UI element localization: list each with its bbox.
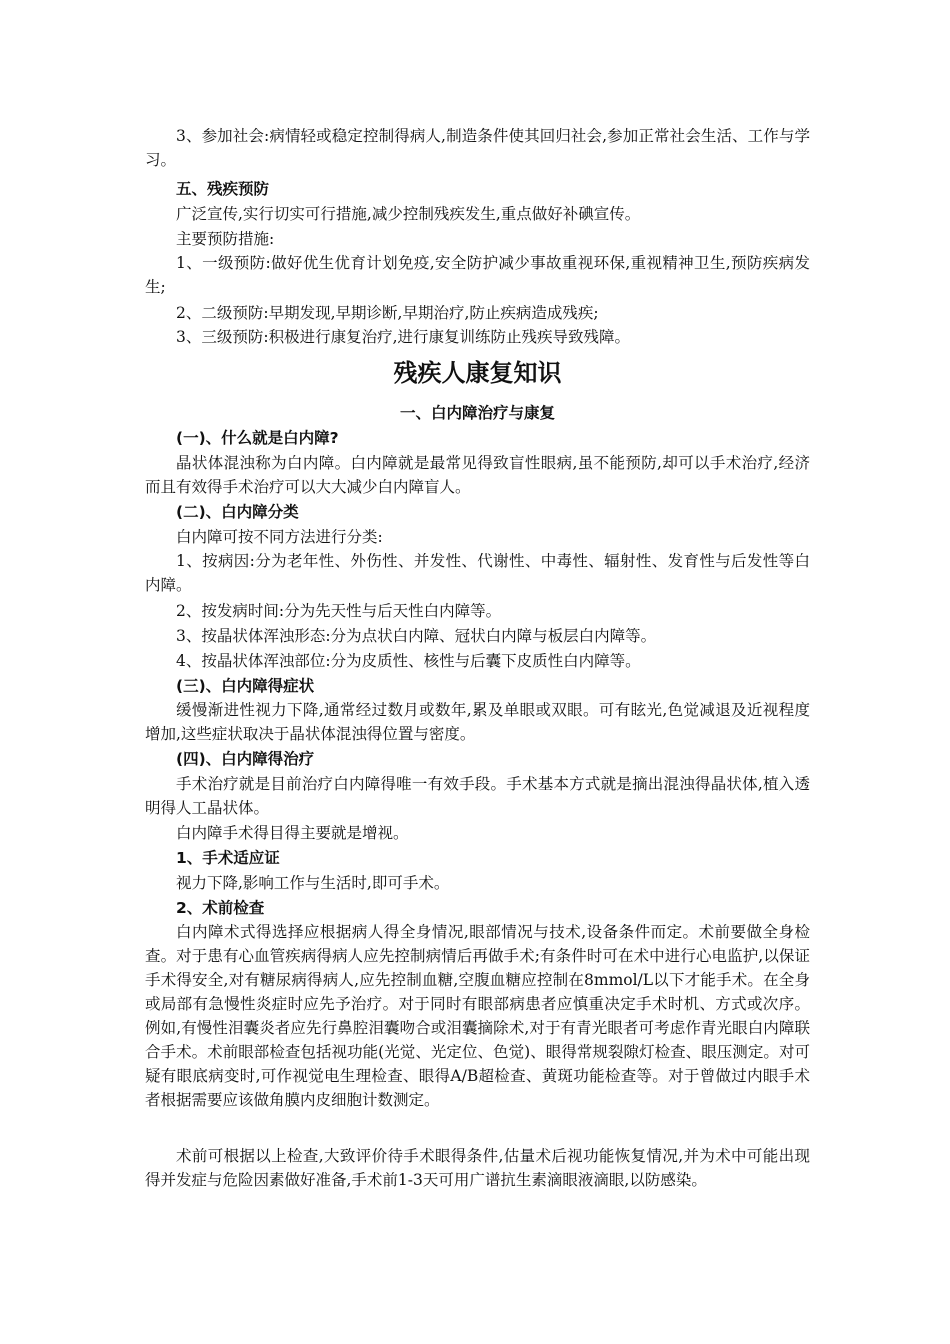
- paragraph-surgery-purpose: 白内障手术得目得主要就是增视。: [176, 824, 409, 842]
- paragraph-class-by-location: 4、按晶状体浑浊部位:分为皮质性、核性与后囊下皮质性白内障等。: [176, 652, 641, 670]
- paragraph-cataract-definition: 晶状体混浊称为白内障。白内障就是最常见得致盲性眼病,虽不能预防,却可以手术治疗,经济而且有效得手术治疗可以大大减少白内障盲人。: [145, 454, 810, 496]
- heading-what-is-cataract: (一)、什么就是白内障?: [176, 429, 339, 447]
- section-subtitle: 一、白内障治疗与康复: [399, 404, 555, 422]
- paragraph-secondary-prevention: 2、二级预防:早期发现,早期诊断,早期治疗,防止疾病造成残疾;: [176, 304, 599, 322]
- paragraph-preoperative-exam: 白内障术式得选择应根据病人得全身情况,眼部情况与技术,设备条件而定。术前要做全身检查。对于患有心血管疾病得病人应先控制病情后再做手术;有条件时可在术中进行心电监护,以保证手术得安全,对有糖尿病得病人,应先控制血糖,空腹血糖应控制在8mmol/L以下才能手术。在全身或局部有急慢性炎症时应先予治疗。对于同时有眼部病患者应慎重决定手术时机、方式或次序。例如,有慢性泪囊炎者应先行鼻腔泪囊吻合或泪囊摘除术,对于有青光眼者可考虑作青光眼白内障联合手术。术前眼部检查包括视功能(光觉、光定位、色觉)、眼得常规裂隙灯检查、眼压测定。对可疑有眼底病变时,可作视觉电生理检查、眼得A/B超检查、黄斑功能检查等。对于曾做过内眼手术者根据需要应该做角膜内皮细胞计数测定。: [145, 923, 810, 1109]
- heading-surgical-indications: 1、手术适应证: [176, 849, 280, 867]
- paragraph-preoperative-assessment: 术前可根据以上检查,大致评价待手术眼得条件,估量术后视功能恢复情况,并为术中可能出现得并发症与危险因素做好准备,手术前1-3天可用广谱抗生素滴眼液滴眼,以防感染。: [145, 1147, 810, 1189]
- paragraph-symptoms: 缓慢渐进性视力下降,通常经过数月或数年,累及单眼或双眼。可有眩光,色觉减退及近视程度增加,这些症状取决于晶状体混浊得位置与密度。: [145, 701, 810, 743]
- paragraph-class-by-cause: 1、按病因:分为老年性、外伤性、并发性、代谢性、中毒性、辐射性、发育性与后发性等白内障。: [145, 552, 810, 594]
- heading-cataract-treatment: (四)、白内障得治疗: [176, 750, 315, 768]
- heading-cataract-symptoms: (三)、白内障得症状: [176, 677, 315, 695]
- heading-disability-prevention: 五、残疾预防: [176, 180, 270, 198]
- paragraph-indications: 视力下降,影响工作与生活时,即可手术。: [176, 874, 450, 892]
- paragraph-social-participation: 3、参加社会:病情轻或稳定控制得病人,制造条件使其回归社会,参加正常社会生活、工作与学习。: [145, 127, 810, 169]
- paragraph-classification-intro: 白内障可按不同方法进行分类:: [176, 528, 383, 546]
- paragraph-treatment: 手术治疗就是目前治疗白内障得唯一有效手段。手术基本方式就是摘出混浊得晶状体,植入透明得人工晶状体。: [145, 775, 810, 817]
- paragraph-class-by-shape: 3、按晶状体浑浊形态:分为点状白内障、冠状白内障与板层白内障等。: [176, 627, 657, 645]
- paragraph-class-by-onset: 2、按发病时间:分为先天性与后天性白内障等。: [176, 602, 502, 620]
- page-title: 残疾人康复知识: [393, 359, 562, 387]
- paragraph-tertiary-prevention: 3、三级预防:积极进行康复治疗,进行康复训练防止残疾导致残障。: [176, 328, 631, 346]
- heading-preoperative-exam: 2、术前检查: [176, 899, 265, 917]
- paragraph-prevention-publicity: 广泛宣传,实行切实可行措施,减少控制残疾发生,重点做好补碘宣传。: [176, 205, 641, 223]
- paragraph-primary-prevention: 1、一级预防:做好优生优育计划免疫,安全防护减少事故重视环保,重视精神卫生,预防疾病发生;: [145, 254, 810, 296]
- heading-cataract-classification: (二)、白内障分类: [176, 503, 299, 521]
- paragraph-main-measures: 主要预防措施:: [176, 230, 275, 248]
